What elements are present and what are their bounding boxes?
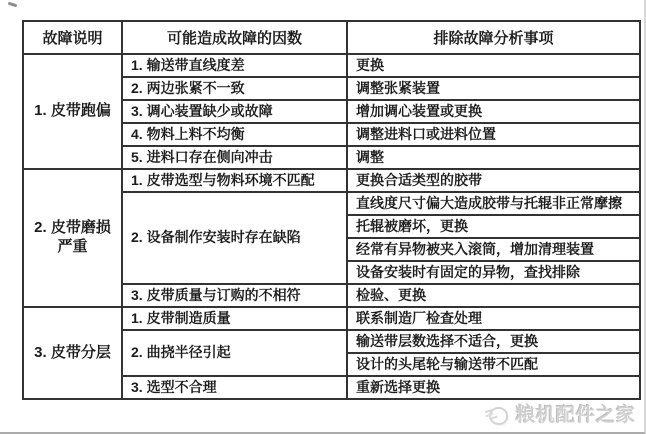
- remedy-cell: 设备安装时有固定的异物，查找排除: [347, 261, 640, 284]
- remedy-cell: 调整进料口或进料位置: [347, 123, 640, 146]
- cause-cell: 5. 进料口存在侧向冲击: [122, 146, 347, 169]
- cause-cell: 1. 皮带选型与物料环境不匹配: [122, 169, 347, 192]
- remedy-cell: 联系制造厂检查处理: [347, 307, 640, 330]
- remedy-cell: 经常有异物被夹入滚筒，增加清理装置: [347, 238, 640, 261]
- cause-cell: 3. 皮带质量与订购的不相符: [122, 284, 347, 307]
- cause-cell: 1. 输送带直线度差: [122, 54, 347, 77]
- header-fault-description: 故障说明: [23, 21, 122, 54]
- cause-cell: 2. 两边张紧不一致: [122, 77, 347, 100]
- remedy-cell: 调整张紧装置: [347, 77, 640, 100]
- fault-cell: 3. 皮带分层: [23, 307, 122, 399]
- cause-cell: 1. 皮带制造质量: [122, 307, 347, 330]
- cause-cell: 2. 设备制作安装时存在缺陷: [122, 192, 347, 284]
- fault-table-body: [23, 54, 640, 399]
- remedy-cell: 检验、更换: [347, 284, 640, 307]
- table-row: [23, 54, 640, 77]
- cause-cell: 3. 选型不合理: [122, 376, 347, 399]
- watermark: [485, 400, 636, 427]
- remedy-cell: 托辊被磨坏，更换: [347, 215, 640, 238]
- remedy-cell: 更换合适类型的胶带: [347, 169, 640, 192]
- remedy-cell: 重新选择更换: [347, 376, 640, 399]
- cause-cell: 4. 物料上料不均衡: [122, 123, 347, 146]
- remedy-cell: 调整: [347, 146, 640, 169]
- table-row: [23, 307, 640, 330]
- table-row: [23, 169, 640, 192]
- header-row: [23, 21, 640, 54]
- remedy-cell: 直线度尺寸偏大造成胶带与托辊非正常摩擦: [347, 192, 640, 215]
- cause-cell: 3. 调心装置缺少或故障: [122, 100, 347, 123]
- header-possible-causes: 可能造成故障的因数: [122, 21, 347, 54]
- fault-troubleshooting-table: [22, 20, 641, 400]
- watermark-text: 粮机配件之家: [515, 405, 636, 426]
- cause-cell: 2. 曲挠半径引起: [122, 330, 347, 376]
- fault-cell: 2. 皮带磨损严重: [23, 169, 122, 307]
- header-troubleshooting-items: 排除故障分析事项: [347, 21, 640, 54]
- watermark-logo-icon: [485, 404, 509, 424]
- fault-cell: 1. 皮带跑偏: [23, 54, 122, 169]
- remedy-cell: 更换: [347, 54, 640, 77]
- remedy-cell: 增加调心装置或更换: [347, 100, 640, 123]
- remedy-cell: 设计的头尾轮与输送带不匹配: [347, 353, 640, 376]
- scan-artifact: [8, 2, 17, 8]
- remedy-cell: 输送带层数选择不适合，更换: [347, 330, 640, 353]
